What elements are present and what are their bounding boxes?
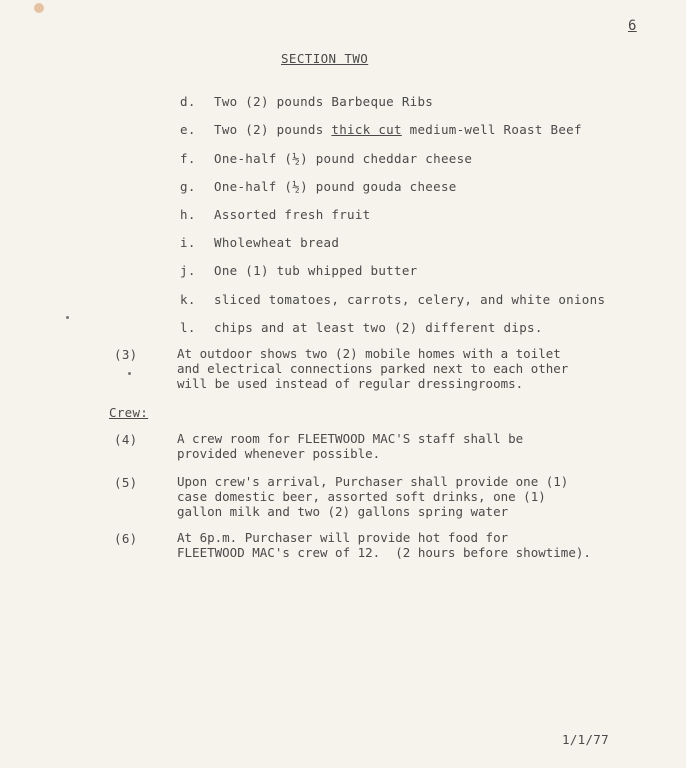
paragraph-line: At outdoor shows two (2) mobile homes with a toilet [177,346,561,361]
item-letter: f. [180,151,196,166]
paragraph-text [177,432,523,462]
item-letter: j. [180,263,196,278]
item-letter: e. [180,122,196,137]
paragraph-line: will be used instead of regular dressingrooms. [177,375,524,391]
crew-heading: Crew: [109,405,149,420]
item-text: One-half (½) pound gouda cheese [214,179,457,194]
paragraph-text [177,531,591,561]
item-letter: h. [180,207,196,222]
item-text [214,122,582,137]
item-text: sliced tomatoes, carrots, celery, and white onions [214,292,606,307]
underlined-text: thick cut [331,122,402,137]
item-letter: l. [180,320,196,335]
paragraph-number: (5) [114,475,138,490]
paragraph-line: gallon milk and two (2) gallons spring water [177,503,509,519]
paragraph-line: case domestic beer, assorted soft drinks, one (1) [177,488,546,504]
item-letter: k. [180,292,196,307]
paragraph-number: (3) [114,347,138,362]
paper-speck [66,316,69,319]
paragraph-line: At 6p.m. Purchaser will provide hot food for [177,530,509,545]
paragraph-line: FLEETWOOD MAC's crew of 12. (2 hours before showtime). [177,544,591,560]
item-letter: g. [180,179,196,194]
paragraph-line: and electrical connections parked next to each other [177,360,569,376]
paragraph-line: A crew room for FLEETWOOD MAC'S staff shall be [177,431,524,446]
page-number: 6 [628,18,637,34]
item-text: Wholewheat bread [214,235,340,250]
item-text-part: medium-well Roast Beef [401,122,582,137]
paper-speck [128,372,131,375]
item-text: Two (2) pounds Barbeque Ribs [214,94,434,109]
section-title: SECTION TWO [281,51,369,66]
item-text: Assorted fresh fruit [214,207,371,222]
item-text: One-half (½) pound cheddar cheese [214,151,473,166]
item-letter: i. [180,235,196,250]
document-date: 1/1/77 [562,732,609,747]
item-text: chips and at least two (2) different dips. [214,320,543,335]
paragraph-number: (6) [114,531,138,546]
item-letter: d. [180,94,196,109]
paper-stain [34,3,44,13]
paragraph-text [177,475,568,519]
paragraph-text [177,347,568,391]
item-text: One (1) tub whipped butter [214,263,418,278]
paragraph-line: provided whenever possible. [177,445,381,461]
paragraph-number: (4) [114,432,138,447]
paragraph-line: Upon crew's arrival, Purchaser shall provide one (1) [177,474,569,489]
item-text-part: Two (2) pounds [214,122,332,137]
